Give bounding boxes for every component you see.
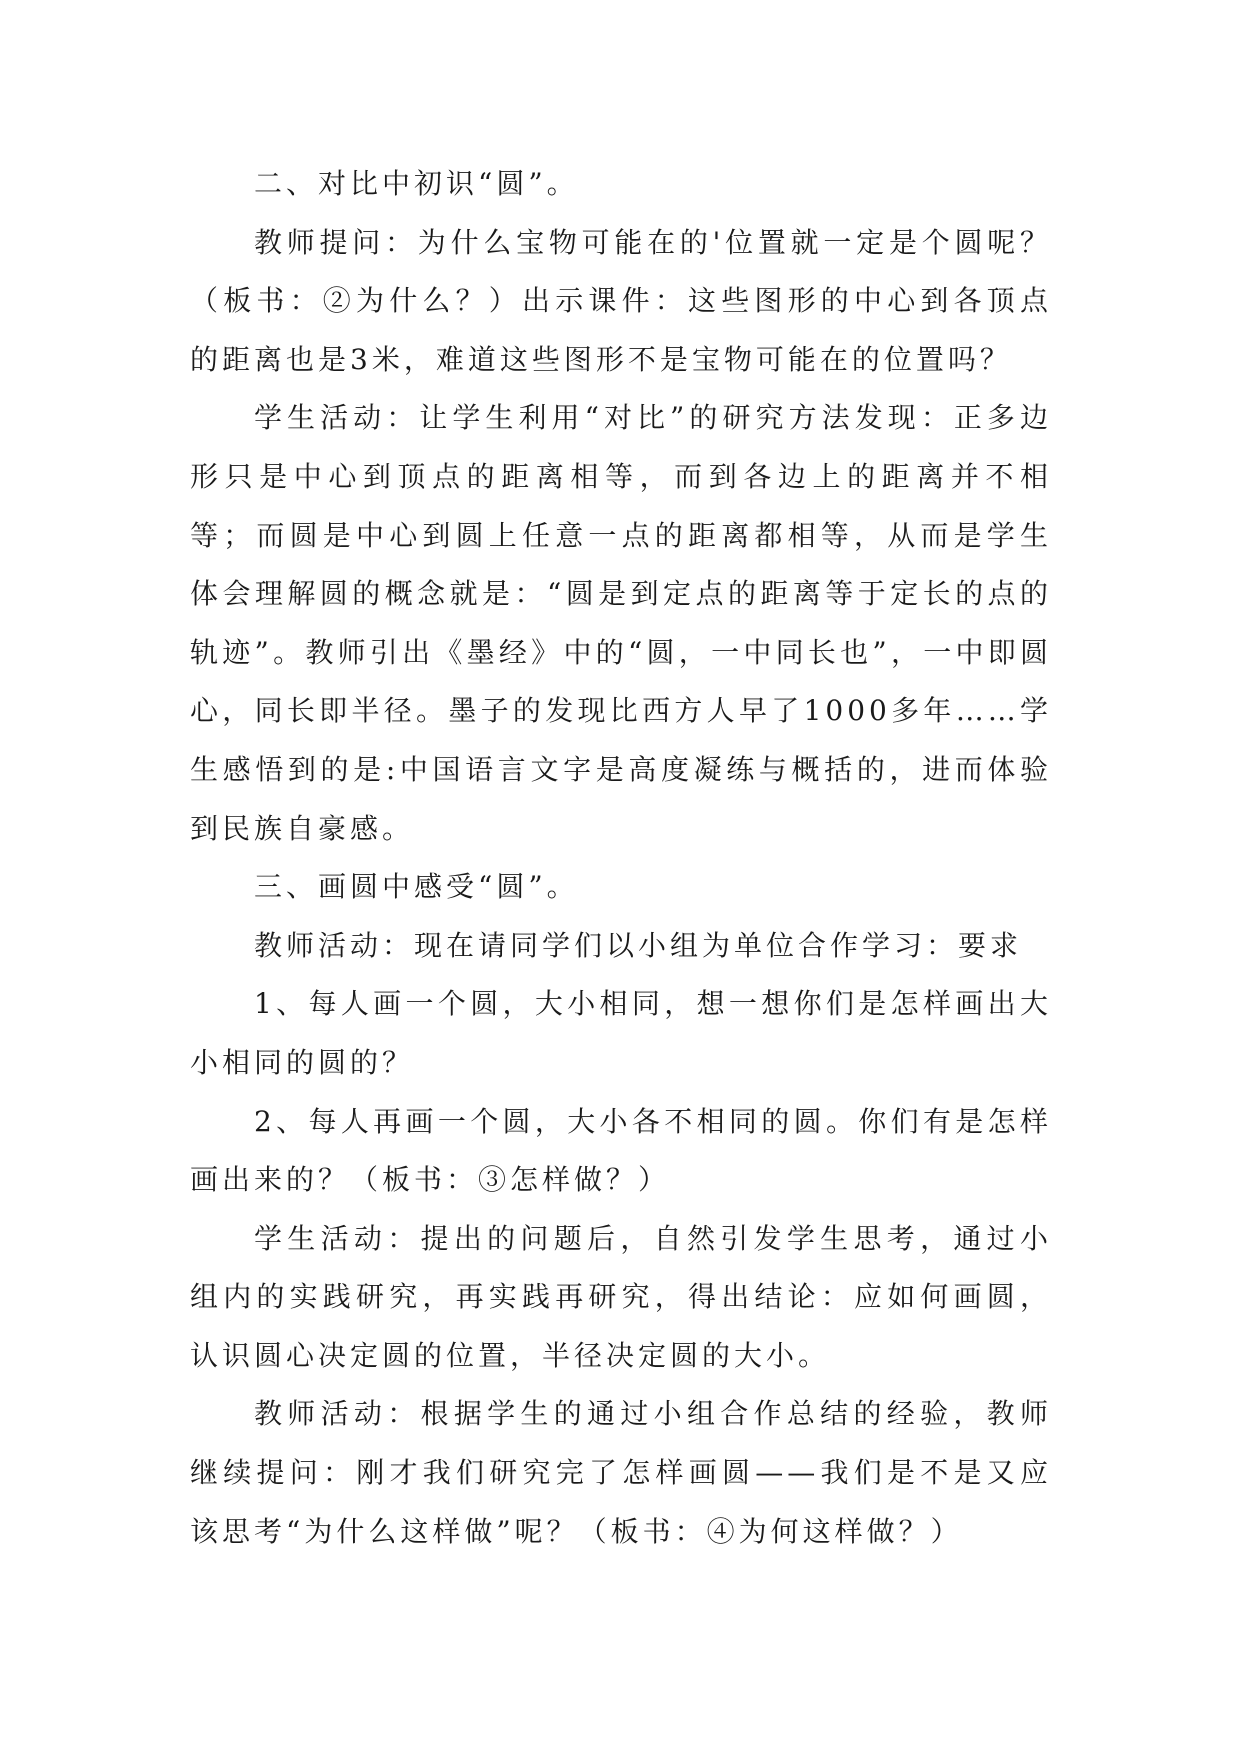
paragraph-teacher-question: 教师提问：为什么宝物可能在的'位置就一定是个圆呢？（板书：②为什么？）出示课件：这些图形的中心到各顶点的距离也是3米，难道这些图形不是宝物可能在的位置吗？: [190, 225, 1052, 376]
paragraph-teacher-activity-summary: 教师活动：根据学生的通过小组合作总结的经验，教师继续提问：刚才我们研究完了怎样画圆——我们是不是又应该思考“为什么这样做”呢？（板书：④为何这样做？）: [190, 1397, 1052, 1548]
section-heading-3: 三、画圆中感受“圆”。: [254, 870, 579, 904]
paragraph-teacher-activity-group: 教师活动：现在请同学们以小组为单位合作学习：要求: [254, 928, 1023, 962]
paragraph-student-activity-draw: 学生活动：提出的问题后，自然引发学生思考，通过小组内的实践研究，再实践再研究，得出结论：应如何画圆，认识圆心决定圆的位置，半径决定圆的大小。: [190, 1221, 1052, 1372]
paragraph-requirement-1: 1、每人画一个圆，大小相同，想一想你们是怎样画出大小相同的圆的？: [190, 987, 1052, 1079]
paragraph-requirement-2: 2、每人再画一个圆，大小各不相同的圆。你们有是怎样画出来的？（板书：③怎样做？）: [190, 1104, 1052, 1197]
paragraph-student-activity-compare: 学生活动：让学生利用“对比”的研究方法发现：正多边形只是中心到顶点的距离相等，而到各边上的距离并不相等；而圆是中心到圆上任意一点的距离都相等，从而是学生体会理解圆的概念就是：“圆是到定点的距离等于定长的点的轨迹”。教师引出《墨经》中的“圆，一中同长也”，一中即圆心，同长即半径。墨子的发现比西方人早了1000多年……学生感悟到的是:中国语言文字是高度凝练与概括的，进而体验到民族自豪感。: [190, 401, 1052, 845]
section-heading-2: 二、对比中初识“圆”。: [254, 167, 579, 200]
document-body: [190, 155, 1052, 1561]
